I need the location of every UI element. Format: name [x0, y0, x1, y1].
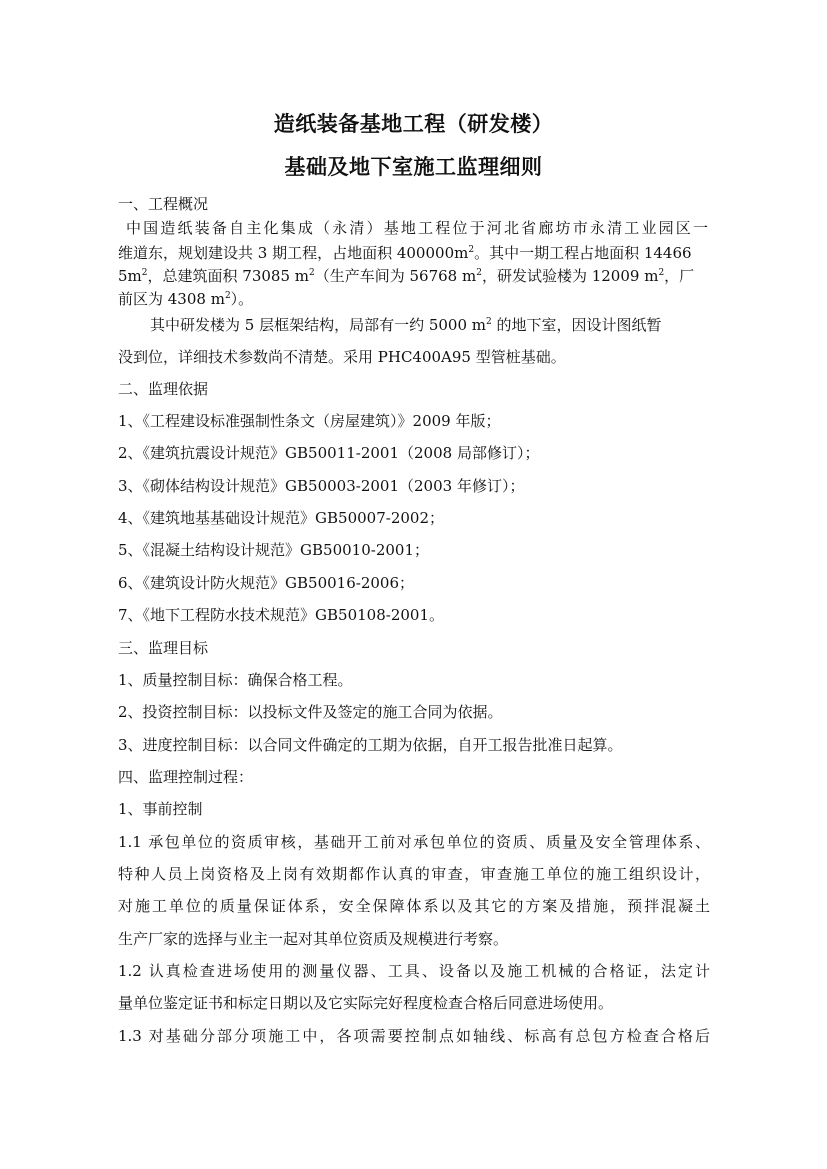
section-heading-process: 四、监理控制过程：: [118, 768, 254, 786]
item-1-1-line-1: 1.1 承包单位的资质审核，基础开工前对承包单位的资质、质量及安全管理体系、: [118, 833, 710, 851]
basis-item-6: 6、《建筑设计防火规范》GB50016-2006；: [118, 574, 415, 592]
section-heading-goals: 三、监理目标: [118, 639, 209, 657]
basis-item-7: 7、《地下工程防水技术规范》GB50108-2001。: [118, 606, 445, 624]
section-heading-basis: 二、监理依据: [118, 380, 209, 398]
basis-item-1: 1、《工程建设标准强制性条文（房屋建筑）》2009 年版；: [118, 412, 501, 430]
basis-item-3: 3、《砌体结构设计规范》GB50003-2001（2003 年修订）；: [118, 477, 525, 495]
goal-item-2: 2、投资控制目标：以投标文件及签定的施工合同为依据。: [118, 703, 503, 721]
item-1-1-line-2: 特种人员上岗资格及上岗有效期都作认真的审查，审查施工单位的施工组织设计，: [118, 865, 710, 883]
overview-line-3: $5m^2$，总建筑面积 73085 $m^2$（生产车间为 56768 $m^2$，研发试验楼为 12009 $m^2$，厂: [118, 267, 695, 285]
item-1-1-line-4: 生产厂家的选择与业主一起对其单位资质及规模进行考察。: [118, 930, 509, 948]
subsection-heading-pre-control: 1、事前控制: [118, 800, 203, 818]
overview-line-4: 前区为 4308 $m^2$）。: [118, 290, 254, 308]
basis-item-4: 4、《建筑地基基础设计规范》GB50007-2002；: [118, 509, 445, 527]
item-1-2-line-1: 1.2 认真检查进场使用的测量仪器、工具、设备以及施工机械的合格证，法定计: [118, 962, 710, 980]
item-1-1-line-3: 对施工单位的质量保证体系，安全保障体系以及其它的方案及措施，预拌混凝土: [118, 897, 710, 915]
document-title: 造纸装备基地工程（研发楼）: [273, 112, 554, 136]
item-1-3-line-1: 1.3 对基础分部分项施工中，各项需要控制点如轴线、标高有总包方检查合格后: [118, 1027, 710, 1045]
document-subtitle: 基础及地下室施工监理细则: [284, 155, 543, 179]
section-heading-overview: 一、工程概况: [118, 195, 209, 213]
overview-line-2: 维道东，规划建设共 3 期工程，占地面积 $400000m^2$。其中一期工程占地面积 14466: [118, 244, 692, 262]
basis-item-5: 5、《混凝土结构设计规范》GB50010-2001；: [118, 541, 430, 559]
research-building-line-2: 没到位，详细技术参数尚不清楚。采用 PHC400A95 型管桩基础。: [118, 348, 566, 366]
item-1-2-line-2: 量单位鉴定证书和标定日期以及它实际完好程度检查合格后同意进场使用。: [118, 994, 614, 1012]
goal-item-1: 1、质量控制目标：确保合格工程。: [118, 671, 353, 689]
research-building-line-1: 其中研发楼为 5 层框架结构，局部有一约 5000 $m^2$ 的地下室，因设计图纸暂: [150, 316, 662, 334]
overview-line-1: 中国造纸装备自主化集成（永清）基地工程位于河北省廊坊市永清工业园区一: [126, 219, 708, 237]
goal-item-3: 3、进度控制目标：以合同文件确定的工期为依据，自开工报告批准日起算。: [118, 736, 623, 754]
basis-item-2: 2、《建筑抗震设计规范》GB50011-2001（2008 局部修订）；: [118, 444, 540, 462]
